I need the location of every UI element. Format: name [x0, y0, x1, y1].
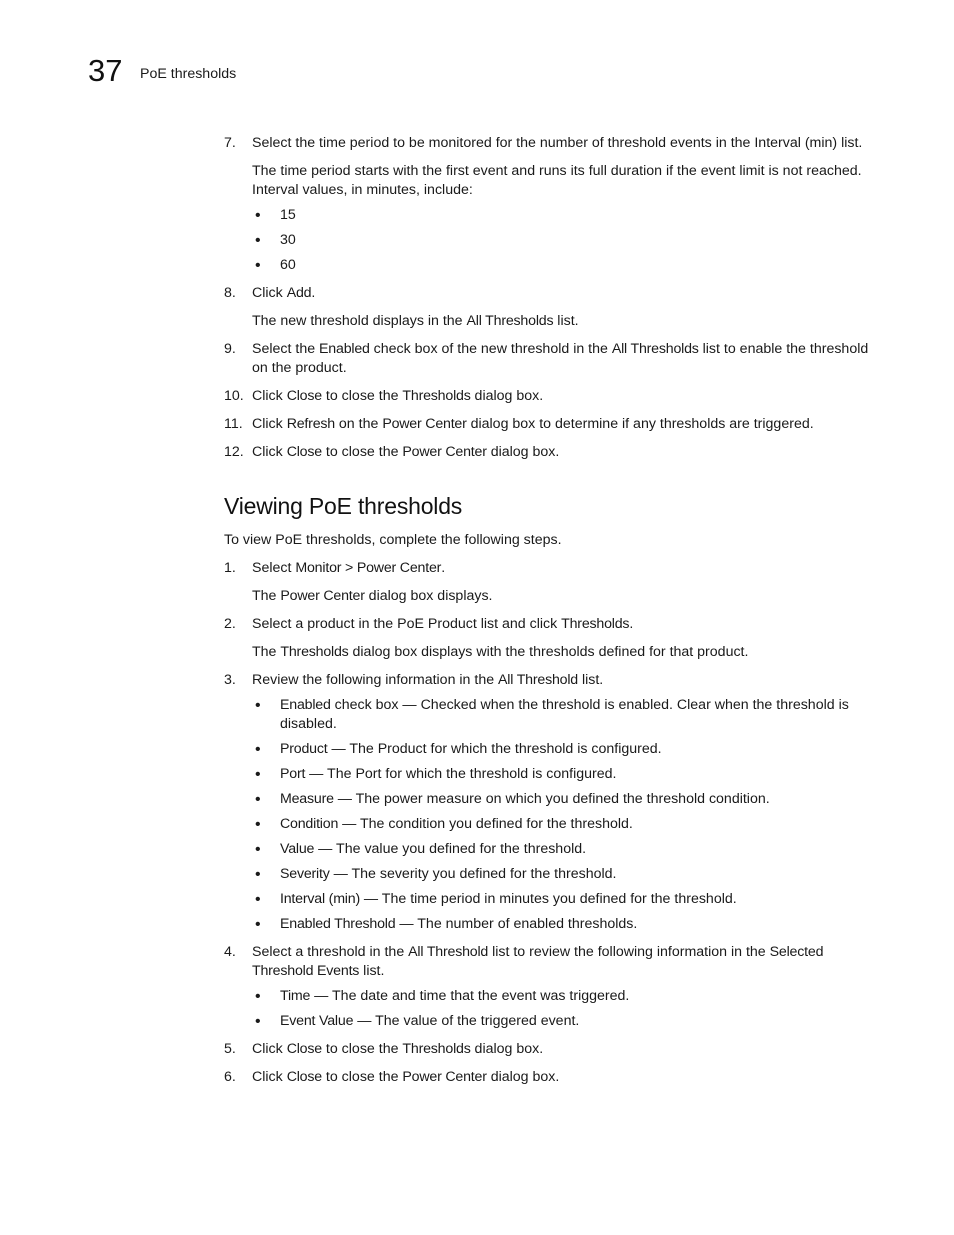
step-1: 1. Select Monitor > Power Center.: [224, 560, 446, 576]
selected-events-fields-list: [224, 987, 874, 1031]
all-threshold-fields-list: [224, 696, 874, 934]
list-item: • Interval (min) — The time period in minutes you defined for the threshold.: [252, 890, 874, 909]
ui-term: Enabled: [319, 341, 370, 357]
ui-term: Power Center: [280, 588, 365, 604]
step-4: 4. Select a threshold in the All Threshold list to review the following information in the Selected Threshold Events list.: [224, 944, 824, 979]
step-2: 2. Select a product in the PoE Product list and click Thresholds.: [224, 616, 634, 632]
section-heading: Viewing PoE thresholds: [224, 493, 463, 519]
chapter-title: PoE thresholds: [140, 66, 237, 82]
step-2-note: The Thresholds dialog box displays with the thresholds defined for that product.: [252, 644, 749, 660]
ui-term: Thresholds: [280, 644, 349, 660]
interval-values-list: [224, 206, 874, 275]
list-item: • Product — The Product for which the threshold is configured.: [252, 740, 874, 759]
ui-term: All Thresholds: [466, 313, 554, 329]
list-item: • Enabled check box — Checked when the threshold is enabled. Clear when the threshold is disabled.: [252, 696, 874, 734]
ui-term: Thresholds: [402, 388, 471, 404]
ui-term: Power Center: [402, 444, 487, 460]
list-item: • Port — The Port for which the threshold is configured.: [252, 765, 874, 784]
ui-term: Add: [286, 285, 312, 301]
list-item: • Time — The date and time that the event was triggered.: [252, 987, 874, 1006]
step-3: 3. Review the following information in the All Threshold list.: [224, 672, 604, 688]
list-item: • Enabled Threshold — The number of enabled thresholds.: [252, 915, 874, 934]
list-item: • 30: [252, 231, 874, 250]
step-6: 6. Click Close to close the Power Center dialog box.: [224, 1069, 560, 1085]
step-8-note: The new threshold displays in the All Thresholds list.: [252, 313, 579, 329]
step-10: 10. Click Close to close the Thresholds dialog box.: [224, 388, 544, 404]
ui-term: Thresholds: [402, 1041, 471, 1057]
ui-term: Close: [286, 1069, 322, 1085]
ui-term: Thresholds: [561, 616, 630, 632]
ui-term: Monitor > Power Center: [295, 560, 442, 576]
ui-term: All Threshold: [408, 944, 489, 960]
list-item: • 60: [252, 256, 874, 275]
step-9: 9. Select the Enabled check box of the new threshold in the All Thresholds list to enable the threshold on the product.: [224, 341, 869, 376]
list-item: • Severity — The severity you defined for the threshold.: [252, 865, 874, 884]
step-7-note: The time period starts with the first event and runs its full duration if the event limit is not reached. Interval values, in minutes, include:: [252, 163, 862, 198]
list-item: • Event Value — The value of the triggered event.: [252, 1012, 874, 1031]
step-12: 12. Click Close to close the Power Center dialog box.: [224, 444, 560, 460]
step-7: 7. Select the time period to be monitored for the number of threshold events in the Interval (min) list.: [224, 135, 863, 151]
ui-term: Close: [286, 1041, 322, 1057]
ui-term: Close: [286, 388, 322, 404]
step-5: 5. Click Close to close the Thresholds dialog box.: [224, 1041, 544, 1057]
list-item: • Condition — The condition you defined for the threshold.: [252, 815, 874, 834]
ui-term: Power Center: [382, 416, 467, 432]
ui-term: All Threshold: [498, 672, 578, 688]
ui-term: Selected Threshold Events: [252, 944, 824, 979]
step-1-note: The Power Center dialog box displays.: [252, 588, 493, 604]
chapter-number: 37: [88, 53, 123, 88]
list-item: • 15: [252, 206, 874, 225]
document-body: [224, 134, 874, 1087]
step-8: 8. Click Add.: [224, 285, 316, 301]
section-intro: To view PoE thresholds, complete the following steps.: [224, 532, 562, 548]
ui-term: Refresh: [286, 416, 335, 432]
ui-term: All Thresholds: [611, 341, 699, 357]
list-item: • Value — The value you defined for the threshold.: [252, 840, 874, 859]
list-item: • Measure — The power measure on which you defined the threshold condition.: [252, 790, 874, 809]
step-11: 11. Click Refresh on the Power Center dialog box to determine if any thresholds are triggered.: [224, 416, 814, 432]
ui-term: Close: [286, 444, 322, 460]
ui-term: Power Center: [402, 1069, 487, 1085]
